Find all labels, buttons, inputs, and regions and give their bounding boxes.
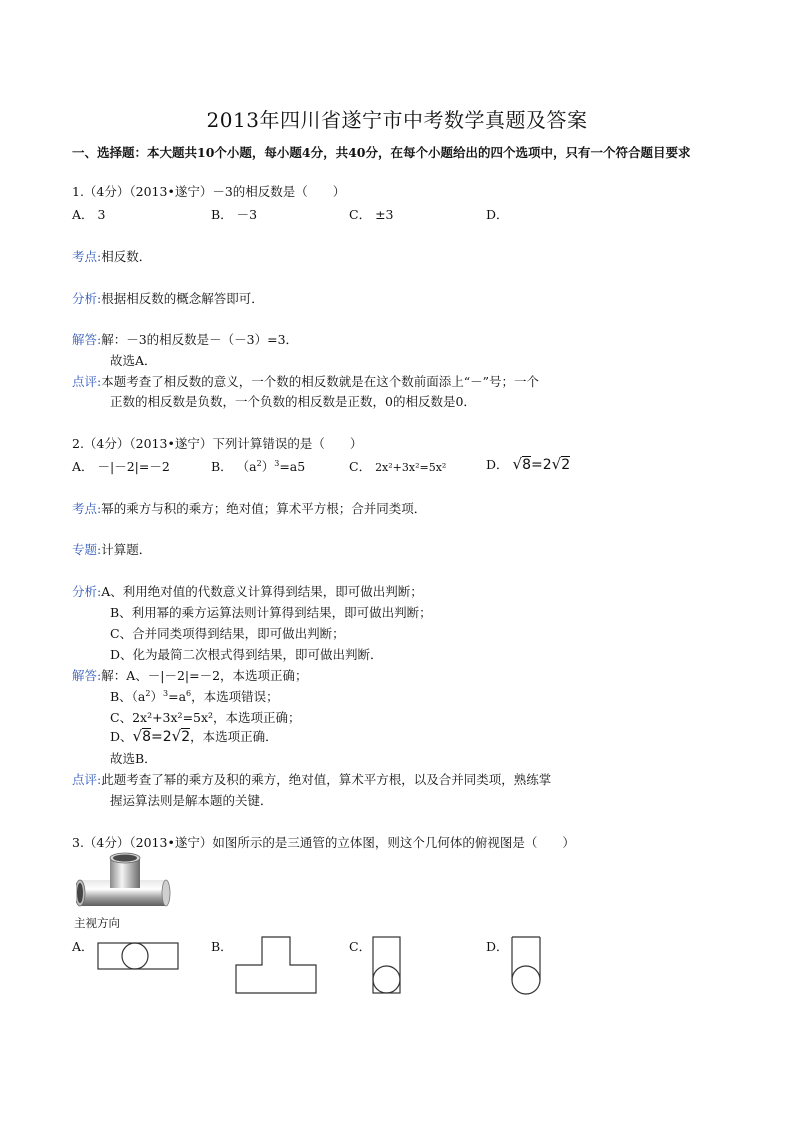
q1-jieda <box>72 330 298 348</box>
kaodian-label: 考点: <box>72 501 102 516</box>
q1-option-c-value: ±3 <box>375 207 394 222</box>
q1-kaodian <box>72 247 151 265</box>
q2-option-d <box>486 455 570 473</box>
q2-option-b-value: $(a^2)^3=a5$ <box>236 459 306 474</box>
tee-pipe-illustration <box>76 852 172 916</box>
q2-option-c <box>349 457 446 475</box>
jieda-line-1: 解：－3的相反数是－（－3）=3． <box>101 332 299 347</box>
q2-option-d-label: D． <box>486 457 509 472</box>
q2-stem: 2.（4分）（2013•遂宁）下列计算错误的是（ ） <box>72 436 363 451</box>
kaodian-label: 考点: <box>72 249 102 264</box>
q1-stem: 1.（4分）（2013•遂宁）－3的相反数是（ ） <box>72 184 346 199</box>
q3-stem: 3.（4分）（2013•遂宁）如图所示的是三通管的立体图，则这个几何体的俯视图是（ ） <box>72 835 575 850</box>
q1-option-d-label: D． <box>486 207 509 222</box>
fenxi-label: 分析: <box>72 584 102 599</box>
q3-option-d-figure <box>510 936 542 996</box>
kaodian-text: 幂的乘方与积的乘方；绝对值；算术平方根；合并同类项． <box>101 501 427 516</box>
q1-option-a-value: 3 <box>97 207 106 222</box>
q2-option-c-value: 2x²+3x²=5x² <box>375 461 447 474</box>
q3-option-c-figure <box>372 936 402 994</box>
q1-option-c-label: C． <box>349 207 372 222</box>
q1-option-b-label: B． <box>211 207 233 222</box>
q1-fenxi <box>72 289 264 307</box>
q2-jieda-line-3: C、2x²+3x²=5x²，本选项正确； <box>110 710 301 725</box>
q3-option-a-figure <box>97 942 179 970</box>
jieda-line-1: 解：A、－|－2|=－2，本选项正确； <box>101 668 308 683</box>
q2-fenxi-line-2: B、利用幂的乘方运算法则计算得到结果，即可做出判断； <box>110 605 432 620</box>
q1-option-a-label: A． <box>72 207 94 222</box>
q1-option-b-value: －3 <box>236 207 258 222</box>
kaodian-text: 相反数． <box>101 249 152 264</box>
q1-option-c <box>349 205 394 223</box>
q3-option-b-label: B． <box>211 939 233 954</box>
dianping-line-1: 此题考查了幂的乘方及积的乘方，绝对值，算术平方根，以及合并同类项，熟练掌 <box>101 772 552 787</box>
jieda-label: 解答: <box>72 332 102 347</box>
q2-zhuanti <box>72 540 151 558</box>
q2-jieda <box>72 666 308 684</box>
q2-jieda-line-2: B、$(a^2)^3=a^6$，本选项错误； <box>110 689 279 704</box>
fenxi-line-1: A、利用绝对值的代数意义计算得到结果，即可做出判断； <box>101 584 423 599</box>
q1-option-d <box>486 205 509 223</box>
page-title: 2013年四川省遂宁市中考数学真题及答案 <box>206 108 588 132</box>
q2-jieda-line-4: D、√8=2√2，本选项正确． <box>110 727 278 745</box>
q2-option-a <box>72 457 170 475</box>
q2-option-d-value: √8=2√2 <box>512 455 571 473</box>
q2-option-c-label: C． <box>349 459 372 474</box>
q2-kaodian <box>72 499 426 517</box>
q3-option-a-label: A． <box>72 939 94 954</box>
zhuanti-label: 专题: <box>72 542 102 557</box>
q3-option-b-figure <box>235 936 317 994</box>
q2-option-b-label: B． <box>211 459 233 474</box>
view-direction-caption: 主视方向 <box>74 916 120 930</box>
q2-fenxi-line-4: D、化为最简二次根式得到结果，即可做出判断． <box>110 647 383 662</box>
q1-option-b <box>211 205 257 223</box>
fenxi-text: 根据相反数的概念解答即可． <box>101 291 264 306</box>
q1-dianping <box>72 372 539 390</box>
fenxi-label: 分析: <box>72 291 102 306</box>
q2-option-a-label: A． <box>72 459 94 474</box>
q2-fenxi-line-3: C、合并同类项得到结果，即可做出判断； <box>110 626 345 641</box>
q3-option-d-label: D． <box>486 939 509 954</box>
dianping-label: 点评: <box>72 374 102 389</box>
q2-dianping <box>72 770 551 788</box>
q2-jieda-line-5: 故选B． <box>110 751 157 766</box>
q2-option-a-value: －|－2|=－2 <box>97 459 170 474</box>
q3-option-c-label: C． <box>349 939 372 954</box>
q1-jieda-line-2: 故选A． <box>110 353 157 368</box>
section-heading: 一、选择题：本大题共10个小题，每小题4分，共40分，在每个小题给出的四个选项中，只有一个符合题目要求 <box>72 145 691 160</box>
q2-dianping-line-2: 握运算法则是解本题的关键． <box>110 793 273 808</box>
q2-option-b <box>211 457 305 475</box>
dianping-line-1: 本题考查了相反数的意义，一个数的相反数就是在这个数前面添上“－”号；一个 <box>101 374 540 389</box>
zhuanti-text: 计算题． <box>101 542 152 557</box>
q1-dianping-line-2: 正数的相反数是负数，一个负数的相反数是正数，0的相反数是0． <box>110 394 476 409</box>
dianping-label: 点评: <box>72 772 102 787</box>
q2-fenxi <box>72 582 423 600</box>
jieda-label: 解答: <box>72 668 102 683</box>
q1-option-a <box>72 205 105 223</box>
